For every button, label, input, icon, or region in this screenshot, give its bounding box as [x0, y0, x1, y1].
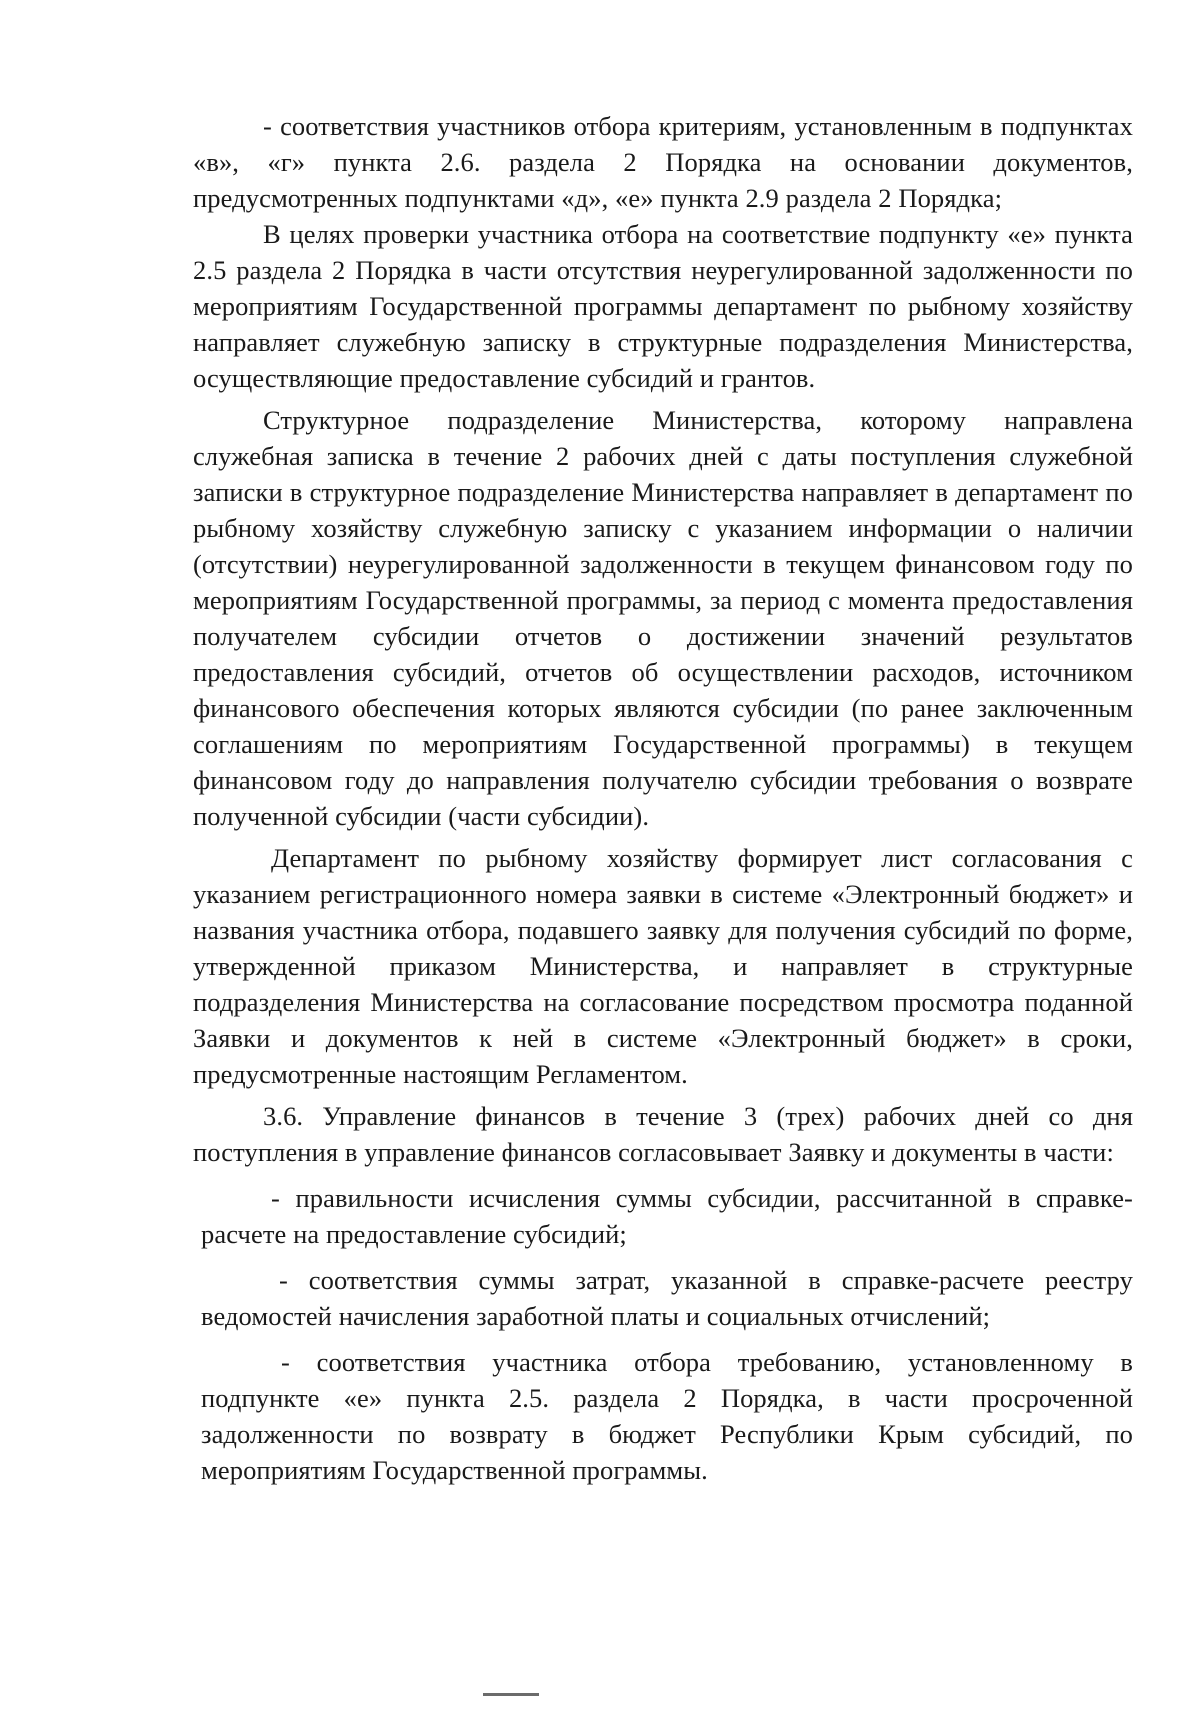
- list-item: - правильности исчисления суммы субсидии, рассчитанной в справке-расчете на предоставление субсидий;: [201, 1183, 1133, 1249]
- paragraph-criteria-compliance: - соответствия участников отбора критериям, установленным в подпунктах «в», «г» пункта 2.6. раздела 2 Порядка на основании документов, предусмотренных подпунктами «д», «е» пункта 2.9 раздела 2 Порядка;: [193, 111, 1133, 213]
- paragraph-section-3-6: 3.6. Управление финансов в течение 3 (трех) рабочих дней со дня поступления в управление финансов согласовывает Заявку и документы в части:: [193, 1101, 1133, 1167]
- page-number-mark: [483, 1693, 539, 1702]
- paragraph-debt-check: В целях проверки участника отбора на соответствие подпункту «е» пункта 2.5 раздела 2 Порядка в части отсутствия неурегулированной задолженности по мероприятиям Государственной программы департамент по рыбному хозяйству направляет служебную записку в структурные подразделения Министерства, осуществляющие предоставление субсидий и грантов.: [193, 219, 1133, 393]
- paragraph-approval-sheet: Департамент по рыбному хозяйству формирует лист согласования с указанием регистрационного номера заявки в системе «Электронный бюджет» и названия участника отбора, подавшего заявку для получения субсидий по форме, утвержденной приказом Министерства, и направляет в структурные подразделения Министерства на согласование посредством просмотра поданной Заявки и документов к ней в системе «Электронный бюджет» в сроки, предусмотренные настоящим Регламентом.: [193, 843, 1133, 1089]
- document-body: [193, 108, 1133, 1488]
- list-item: - соответствия суммы затрат, указанной в справке-расчете реестру ведомостей начисления заработной платы и социальных отчислений;: [201, 1265, 1133, 1331]
- list-item: - соответствия участника отбора требованию, установленному в подпункте «е» пункта 2.5. раздела 2 Порядка, в части просроченной задолженности по возврату в бюджет Республики Крым субсидий, по мероприятиям Государственной программы.: [201, 1347, 1133, 1485]
- checklist: [193, 1180, 1133, 1488]
- paragraph-structural-unit: Структурное подразделение Министерства, которому направлена служебная записка в течение 2 рабочих дней с даты поступления служебной записки в структурное подразделение Министерства направляет в департамент по рыбному хозяйству служебную записку с указанием информации о наличии (отсутствии) неурегулированной задолженности в текущем финансовом году по мероприятиям Государственной программы, за период с момента предоставления получателем субсидии отчетов о достижении значений результатов предоставления субсидий, отчетов об осуществлении расходов, источником финансового обеспечения которых являются субсидии (по ранее заключенным соглашениям по мероприятиям Государственной программы) в текущем финансовом году до направления получателю субсидии требования о возврате полученной субсидии (части субсидии).: [193, 405, 1133, 831]
